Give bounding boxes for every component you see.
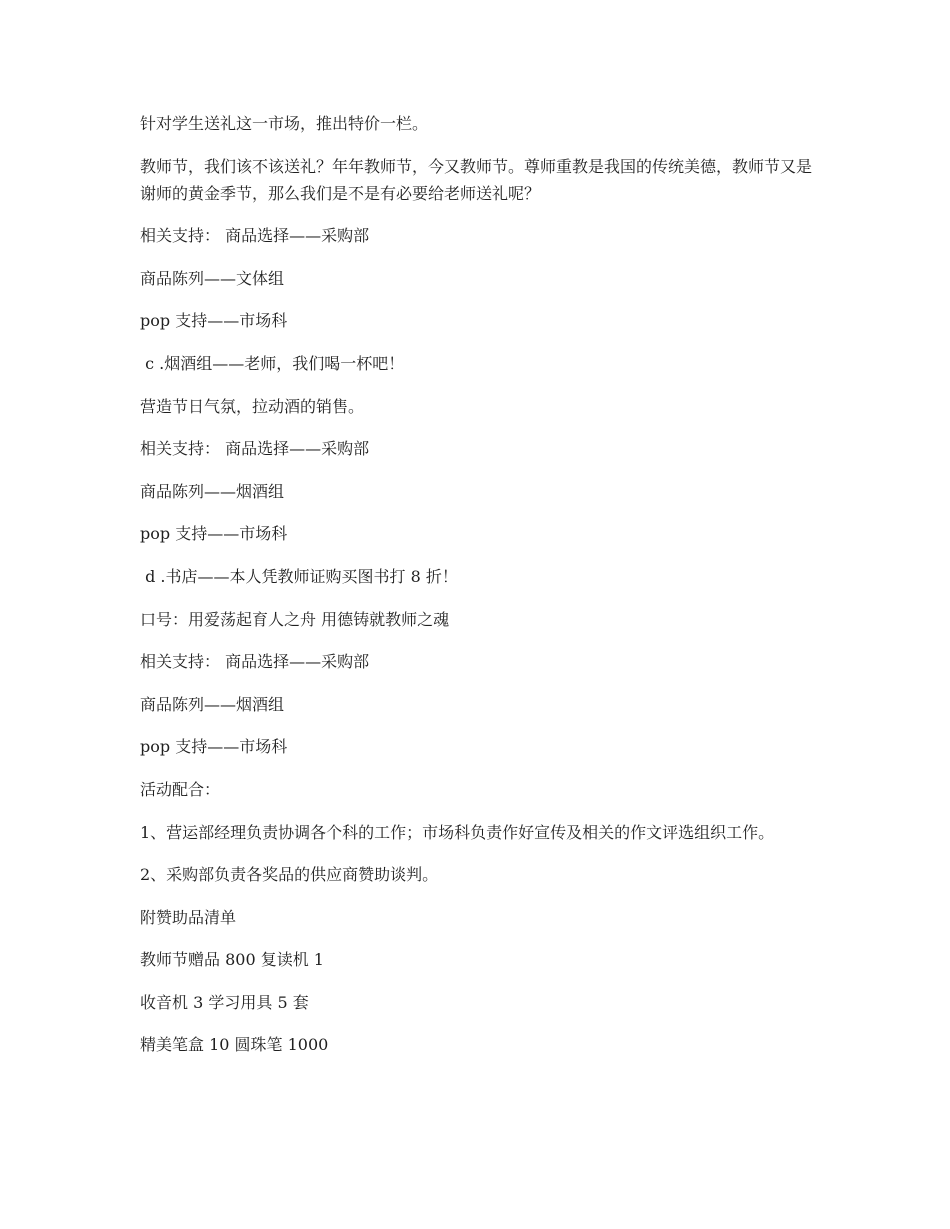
paragraph-8: 相关支持： 商品选择——采购部 <box>140 439 370 459</box>
paragraph-2: 教师节，我们该不该送礼？年年教师节，今又教师节。尊师重教是我国的传统美德，教师节又是谢师的黄金季节，那么我们是不是有必要给老师送礼呢？ <box>140 156 813 203</box>
paragraph-11: d .书店——本人凭教师证购买图书打 8 折！ <box>140 566 458 586</box>
paragraph-1: 针对学生送礼这一市场，推出特价一栏。 <box>140 114 429 133</box>
paragraph-22: 精美笔盒 10 圆珠笔 1000 <box>140 1035 329 1055</box>
paragraph-17: 1、营运部经理负责协调各个科的工作；市场科负责作好宣传及相关的作文评选组织工作。 <box>140 822 775 842</box>
paragraph-10: pop 支持——市场科 <box>140 524 288 544</box>
paragraph-5: pop 支持——市场科 <box>140 311 288 331</box>
paragraph-7: 营造节日气氛，拉动酒的销售。 <box>140 396 365 416</box>
paragraph-13: 相关支持： 商品选择——采购部 <box>140 652 370 672</box>
paragraph-16: 活动配合： <box>140 779 221 799</box>
document-page <box>140 110 812 1074</box>
paragraph-12: 口号：用爱荡起育人之舟 用德铸就教师之魂 <box>140 609 450 629</box>
paragraph-15: pop 支持——市场科 <box>140 737 288 757</box>
paragraph-3: 相关支持： 商品选择——采购部 <box>140 226 370 246</box>
paragraph-14: 商品陈列——烟酒组 <box>140 694 285 714</box>
paragraph-19: 附赞助品清单 <box>140 907 237 927</box>
paragraph-20: 教师节赠品 800 复读机 1 <box>140 950 324 970</box>
paragraph-6: c .烟酒组——老师，我们喝一杯吧！ <box>140 353 405 373</box>
paragraph-9: 商品陈列——烟酒组 <box>140 481 285 501</box>
paragraph-21: 收音机 3 学习用具 5 套 <box>140 992 309 1012</box>
paragraph-4: 商品陈列——文体组 <box>140 268 285 288</box>
paragraph-18: 2、采购部负责各奖品的供应商赞助谈判。 <box>140 865 439 885</box>
